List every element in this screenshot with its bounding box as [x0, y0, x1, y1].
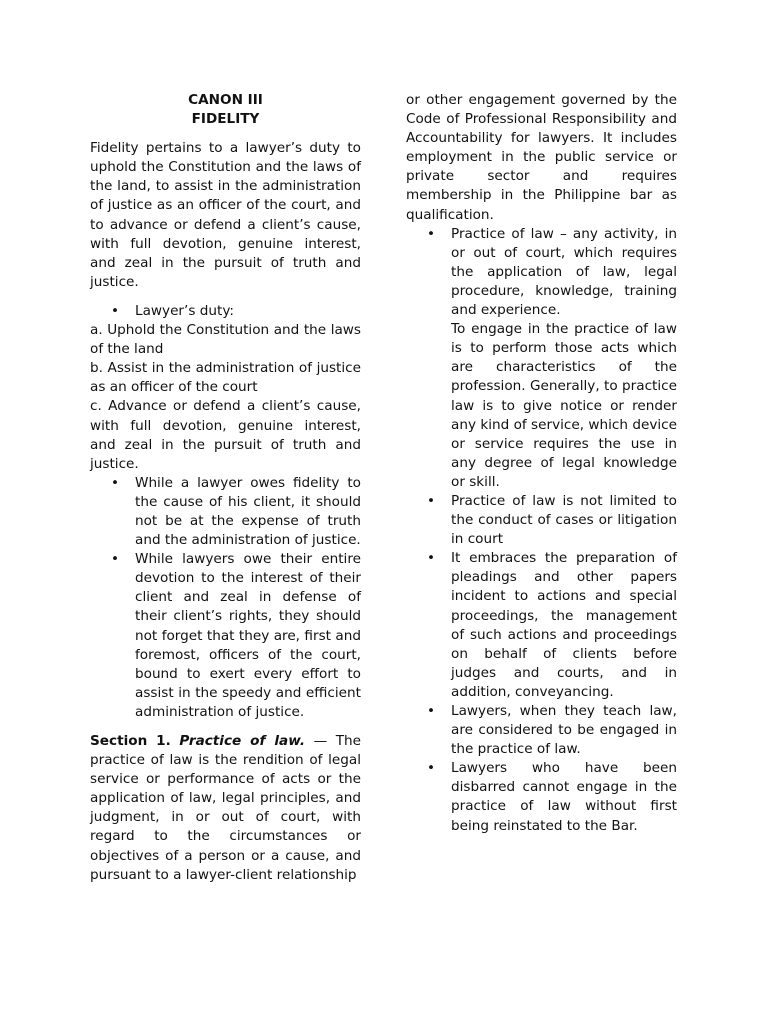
section-dash: —	[305, 733, 336, 749]
section-1-paragraph	[90, 732, 361, 885]
left-bullet-item	[90, 550, 361, 722]
duty-item-a: a. Uphold the Constitution and the laws of the land	[90, 322, 361, 358]
left-bullet-list	[90, 474, 361, 722]
left-column	[90, 91, 361, 885]
canon-title: FIDELITY	[191, 111, 260, 128]
right-bullet-list-first	[406, 225, 677, 320]
right-bullet-text: Lawyers who have been disbarred cannot engage in the practice of law without first being reinstated to the Bar.	[451, 760, 677, 834]
section-text-left: The practice of law is the rendition of legal service or performance of acts or the application of law, legal principles, and judgment, in or out of court, with regard to the circumstances or objectives of a person or a cause, and pursuant to a lawyer-client relationship	[90, 733, 361, 883]
left-bullet-text: While lawyers owe their entire devotion to the interest of their client and zeal in defense of their client’s rights, they should not forget that they are, first and foremost, officers of the court, bound to exert every effort to assist in the speedy and efficient administration of justice.	[135, 551, 361, 720]
lawyer-duty-block	[90, 302, 361, 474]
left-bullet-text: While a lawyer owes fidelity to the cause of his client, it should not be at the expense of truth and the administration of justice.	[135, 474, 361, 549]
right-column	[406, 91, 677, 836]
duty-bullet-list	[90, 302, 361, 321]
right-bullet-item	[406, 492, 677, 549]
right-bullet-text: Lawyers, when they teach law, are considered to be engaged in the practice of law.	[451, 703, 677, 758]
right-bullet-item	[406, 759, 677, 835]
right-bullet-text: Practice of law – any activity, in or out of court, which requires the application of law, legal procedure, knowledge, training and experience.	[451, 225, 677, 319]
left-bullet-item	[90, 474, 361, 550]
right-bullet-list	[406, 492, 677, 836]
bullet-icon: •	[427, 703, 436, 719]
bullet-icon: •	[427, 760, 436, 777]
duty-bullet-item	[90, 302, 361, 321]
section-1-continuation: or other engagement governed by the Code of Professional Responsibility and Accountability for lawyers. It includes employment in the public service or private sector and requires membership in the Philippine bar as qualification.	[406, 92, 677, 223]
bullet-icon: •	[111, 474, 120, 491]
section-title: Practice of law.	[179, 733, 306, 749]
canon-number: CANON III	[188, 92, 263, 108]
bullet-icon: •	[111, 551, 120, 568]
right-bullet-item	[406, 702, 677, 759]
right-bullet-text: It embraces the preparation of pleadings and other papers incident to actions and special proceedings, the management of such actions and proceedings on behalf of clients before judges and courts, and in addition, conveyancing.	[451, 550, 677, 700]
right-bullet-item	[406, 225, 677, 320]
right-bullet-item	[406, 549, 677, 702]
section-label: Section 1.	[90, 733, 171, 749]
bullet-icon: •	[427, 225, 436, 242]
bullet-icon: •	[111, 302, 120, 319]
right-bullet-text: Practice of law is not limited to the conduct of cases or litigation in court	[451, 492, 677, 548]
duty-item-c: c. Advance or defend a client’s cause, with full devotion, genuine interest, and zeal in the pursuit of truth and justice.	[90, 398, 361, 472]
duty-item-b: b. Assist in the administration of justice as an officer of the court	[90, 360, 361, 396]
practice-definition-paragraph: To engage in the practice of law is to perform those acts which are characteristics of the profession. Generally, to practice law is to give notice or render any kind of service, which device or service requires the use in any degree of legal knowledge or skill.	[451, 321, 677, 490]
intro-paragraph: Fidelity pertains to a lawyer’s duty to uphold the Constitution and the laws of the land, to assist in the administration of justice as an officer of the court, and to advance or defend a client’s cause, with full devotion, genuine interest, and zeal in the pursuit of truth and justice.	[90, 140, 361, 290]
bullet-icon: •	[427, 550, 436, 567]
bullet-icon: •	[427, 492, 436, 509]
duty-label: Lawyer’s duty:	[135, 302, 234, 319]
